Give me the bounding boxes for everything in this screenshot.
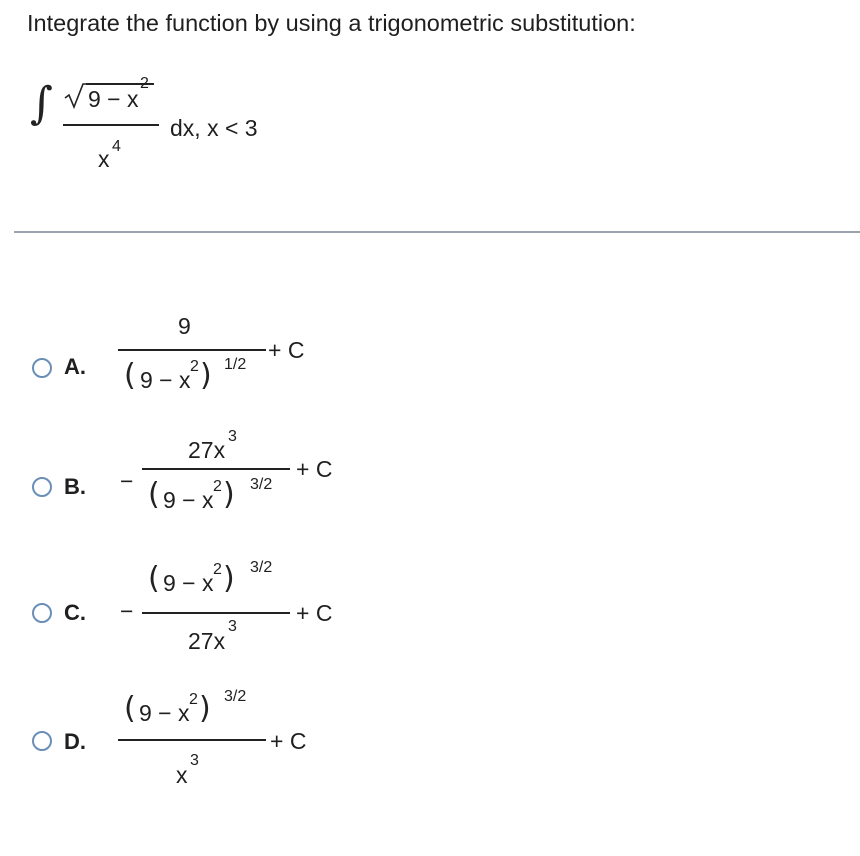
open-paren: ( [148, 561, 160, 596]
constant-term: + C [270, 728, 307, 754]
numerator-exponent: 3 [228, 428, 237, 445]
option-d[interactable] [0, 685, 860, 805]
denominator-base: 27x [188, 628, 226, 654]
numerator-base: 27x [188, 437, 226, 463]
fraction-bar [118, 349, 266, 351]
denominator-exponent: 3 [190, 752, 199, 769]
radicand: 9 − x [88, 86, 139, 112]
open-paren: ( [124, 691, 136, 726]
denominator-inner: 9 − x [140, 367, 191, 393]
integral-sign: ∫ [30, 78, 53, 129]
outer-exponent: 3/2 [250, 476, 273, 493]
option-letter: D. [64, 729, 86, 754]
denominator-exponent: 3 [228, 618, 237, 635]
radicand-exponent: 2 [140, 75, 149, 92]
numerator-inner: 9 − x [163, 570, 214, 596]
outer-exponent: 3/2 [224, 688, 247, 705]
open-paren: ( [148, 477, 160, 512]
denominator-base: x [176, 762, 188, 788]
close-paren: ) [199, 691, 211, 726]
option-letter: B. [64, 474, 86, 499]
sqrt-icon [64, 82, 88, 110]
minus-sign: − [120, 468, 134, 494]
open-paren: ( [124, 358, 136, 393]
inner-exponent: 2 [213, 561, 222, 578]
numerator: 9 [178, 313, 191, 339]
radio-button-c[interactable] [32, 603, 52, 623]
inner-exponent: 2 [213, 478, 222, 495]
option-a[interactable] [0, 300, 860, 410]
fraction-bar [142, 612, 290, 614]
constant-term: + C [268, 337, 305, 363]
inner-exponent: 2 [190, 358, 199, 375]
inner-exponent: 2 [189, 691, 198, 708]
integral-tail: dx, x < 3 [170, 115, 258, 141]
denominator-exponent: 4 [112, 138, 121, 155]
fraction-bar [63, 124, 159, 126]
outer-exponent: 1/2 [224, 356, 247, 373]
fraction-bar [118, 739, 266, 741]
close-paren: ) [200, 358, 212, 393]
denominator-base: x [98, 146, 110, 172]
radio-button-d[interactable] [32, 731, 52, 751]
option-letter: A. [64, 354, 86, 379]
section-divider [14, 231, 860, 233]
option-c[interactable] [0, 555, 860, 675]
constant-term: + C [296, 456, 333, 482]
question-integral [0, 0, 860, 200]
constant-term: + C [296, 600, 333, 626]
denominator-inner: 9 − x [163, 487, 214, 513]
option-letter: C. [64, 600, 86, 625]
close-paren: ) [223, 561, 235, 596]
question-text: Integrate the function by using a trigonometric substitution: [27, 10, 636, 36]
fraction-bar [142, 468, 290, 470]
numerator-inner: 9 − x [139, 700, 190, 726]
radio-button-a[interactable] [32, 358, 52, 378]
close-paren: ) [223, 477, 235, 512]
minus-sign: − [120, 598, 134, 624]
outer-exponent: 3/2 [250, 559, 273, 576]
option-b[interactable] [0, 420, 860, 540]
radio-button-b[interactable] [32, 477, 52, 497]
